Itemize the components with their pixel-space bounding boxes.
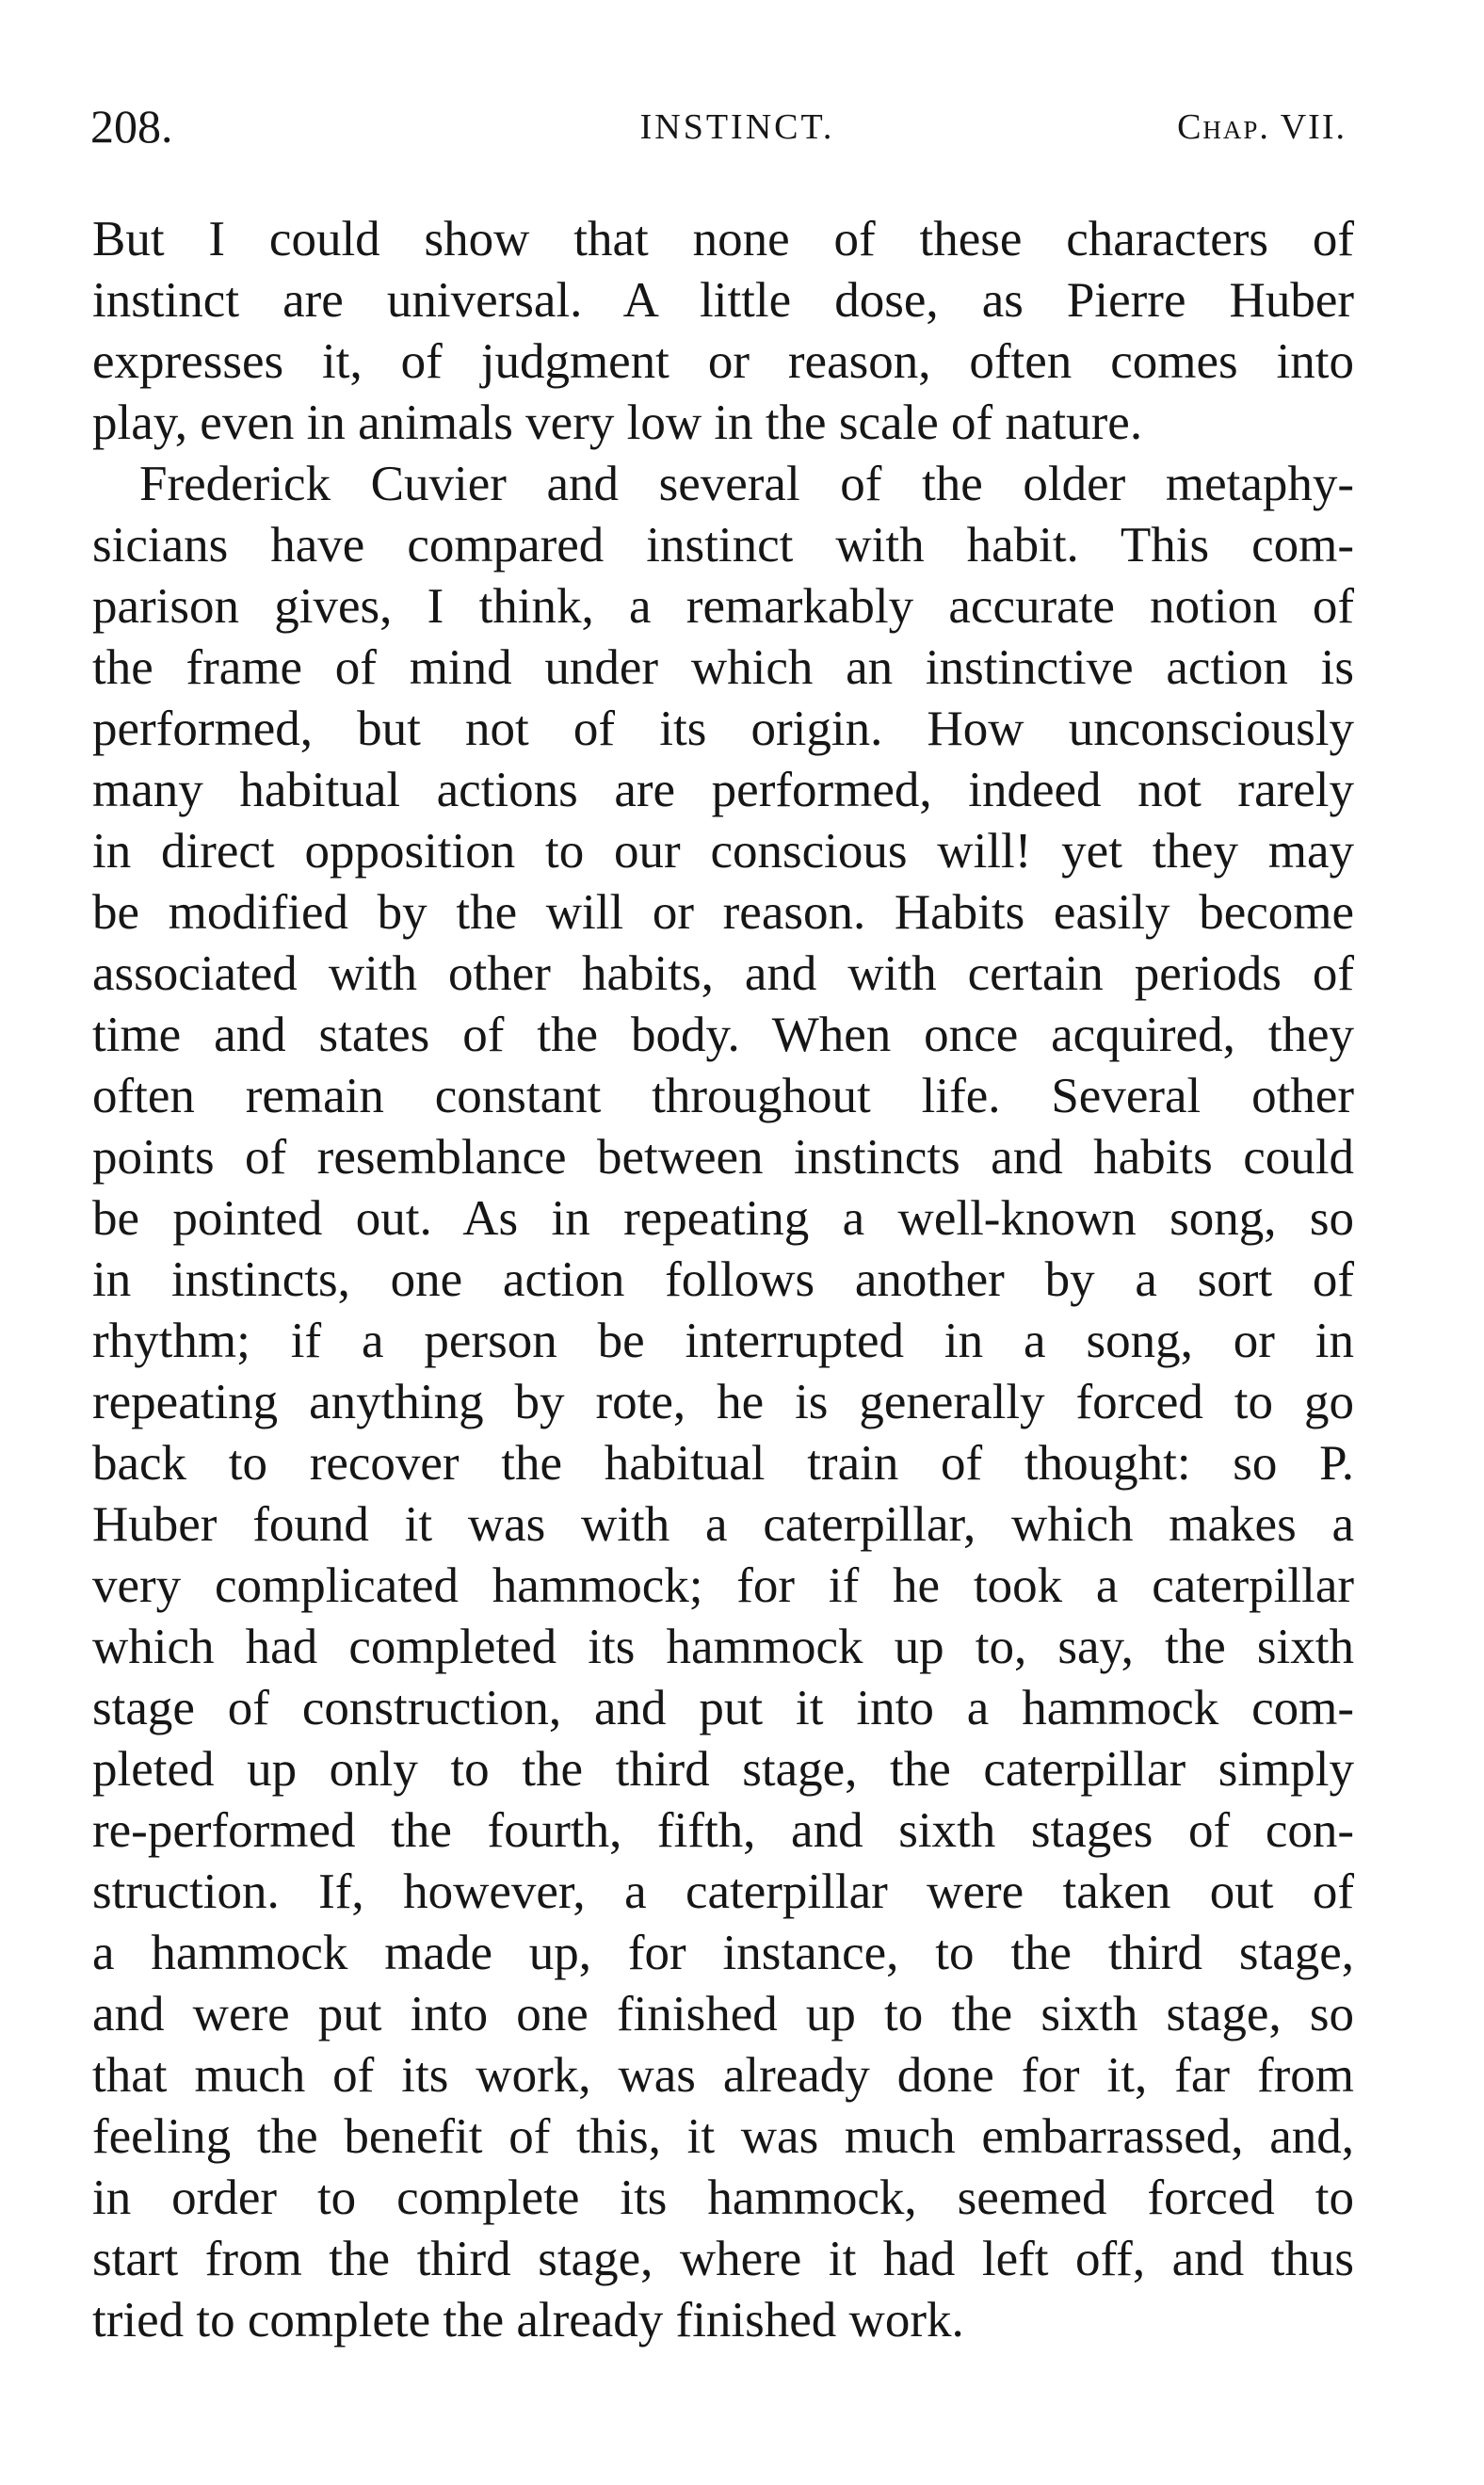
text-line: and were put into one finished up to the sixth stage, so bbox=[92, 1987, 1354, 2041]
text-line: performed, but not of its origin. How unconsciously bbox=[92, 702, 1354, 756]
text-line: But I could show that none of these characters of bbox=[92, 212, 1354, 266]
text-line: time and states of the body. When once acquired, they bbox=[92, 1008, 1354, 1062]
text-line: the frame of mind under which an instinctive action is bbox=[92, 640, 1354, 695]
text-line: Huber found it was with a caterpillar, which makes a bbox=[92, 1497, 1354, 1552]
running-title: INSTINCT. bbox=[639, 107, 835, 147]
text-line: associated with other habits, and with certain periods of bbox=[92, 946, 1354, 1001]
text-line: in direct opposition to our conscious will! yet they may bbox=[92, 824, 1354, 879]
page-number: 208. bbox=[90, 100, 173, 153]
text-line: play, even in animals very low in the scale of nature. bbox=[92, 395, 1143, 450]
text-line: expresses it, of judgment or reason, often comes into bbox=[92, 334, 1354, 389]
text-line: in instincts, one action follows another by a sort of bbox=[92, 1252, 1354, 1307]
text-line: a hammock made up, for instance, to the third stage, bbox=[92, 1926, 1354, 1980]
text-line: rhythm; if a person be interrupted in a song, or in bbox=[92, 1314, 1354, 1368]
text-line: often remain constant throughout life. Several other bbox=[92, 1069, 1354, 1123]
text-line: start from the third stage, where it had left off, and thus bbox=[92, 2232, 1354, 2286]
text-line: in order to complete its hammock, seemed forced to bbox=[92, 2170, 1354, 2225]
text-line: be modified by the will or reason. Habits easily become bbox=[92, 885, 1354, 940]
page-header bbox=[90, 99, 1347, 155]
body-text bbox=[92, 209, 1354, 2351]
text-line: be pointed out. As in repeating a well-known song, so bbox=[92, 1191, 1354, 1246]
text-line: pleted up only to the third stage, the caterpillar simply bbox=[92, 1742, 1354, 1797]
text-line: sicians have compared instinct with habit. This com- bbox=[92, 518, 1354, 573]
text-line: feeling the benefit of this, it was much embarrassed, and, bbox=[92, 2109, 1354, 2164]
text-line: points of resemblance between instincts and habits could bbox=[92, 1130, 1354, 1185]
text-line: struction. If, however, a caterpillar were taken out of bbox=[92, 1864, 1354, 1919]
text-line: many habitual actions are performed, indeed not rarely bbox=[92, 763, 1354, 817]
chapter-label: Chap. VII. bbox=[1177, 107, 1347, 147]
text-line: instinct are universal. A little dose, as Pierre Huber bbox=[92, 273, 1354, 328]
paragraph-1 bbox=[92, 209, 1354, 454]
text-line: stage of construction, and put it into a hammock com- bbox=[92, 1681, 1354, 1735]
text-line: parison gives, I think, a remarkably accurate notion of bbox=[92, 579, 1354, 634]
text-line: which had completed its hammock up to, say, the sixth bbox=[92, 1620, 1354, 1674]
text-line: that much of its work, was already done for it, far from bbox=[92, 2048, 1354, 2103]
text-line: repeating anything by rote, he is generally forced to go bbox=[92, 1375, 1354, 1429]
paragraph-2 bbox=[92, 454, 1354, 2351]
text-line: re-performed the fourth, fifth, and sixth stages of con- bbox=[92, 1803, 1354, 1858]
text-line: back to recover the habitual train of thought: so P. bbox=[92, 1436, 1354, 1491]
text-line: Frederick Cuvier and several of the older metaphy- bbox=[139, 457, 1354, 511]
text-line: very complicated hammock; for if he took a caterpillar bbox=[92, 1558, 1354, 1613]
text-line: tried to complete the already finished work. bbox=[92, 2293, 964, 2348]
